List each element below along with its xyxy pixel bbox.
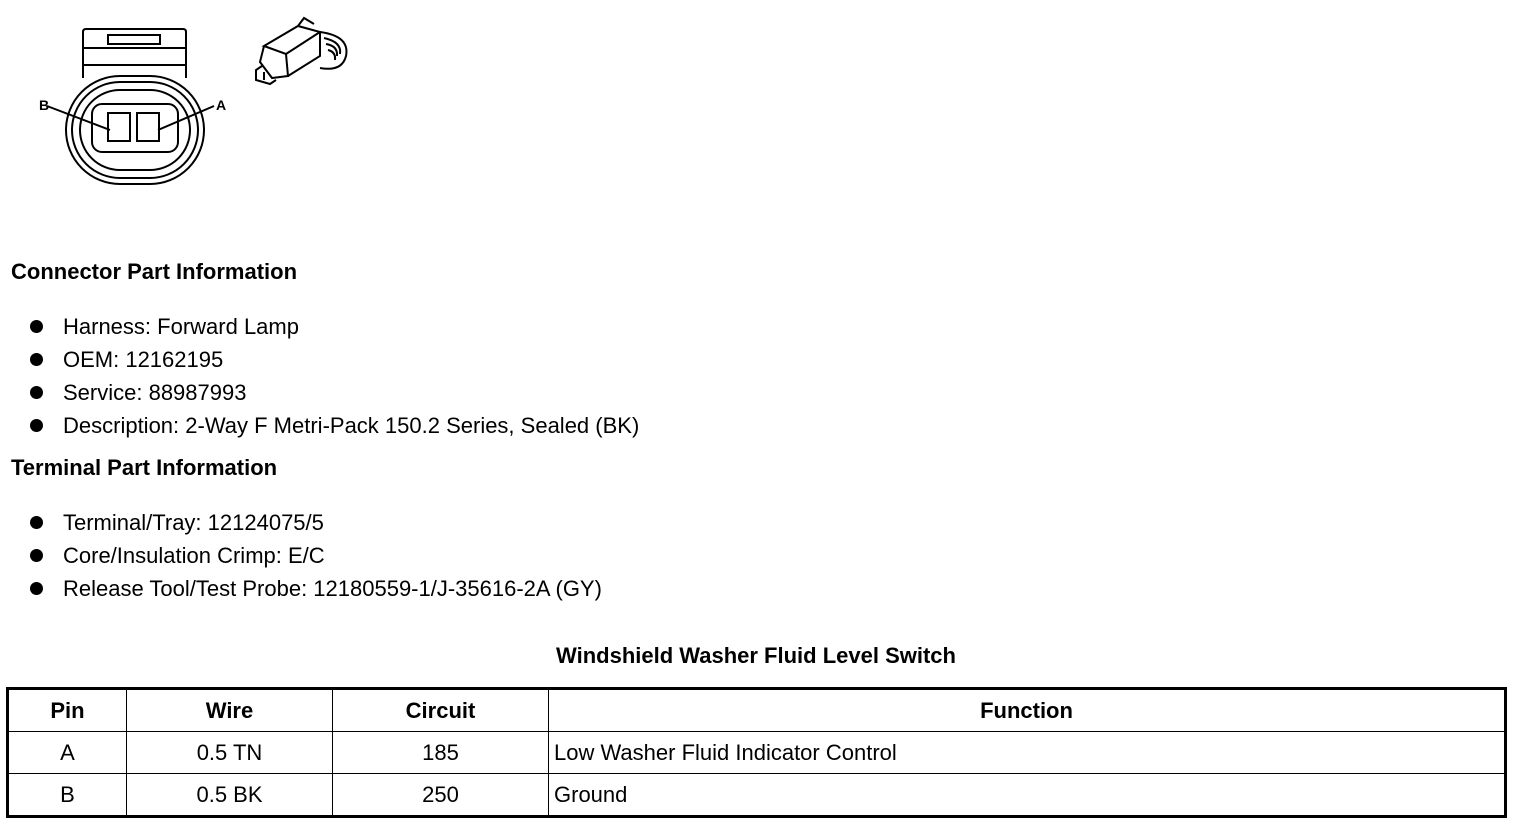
circuit-cell: 250 (333, 774, 549, 817)
list-item: Harness: Forward Lamp (28, 310, 639, 343)
terminal-part-info-list (28, 506, 602, 605)
bullet-icon (30, 516, 43, 529)
column-header-pin: Pin (8, 689, 127, 732)
wire-cell: 0.5 BK (127, 774, 333, 817)
pinout-table (6, 687, 1507, 818)
bullet-icon (30, 353, 43, 366)
pin-b-callout: B (39, 97, 50, 113)
function-cell: Low Washer Fluid Indicator Control (549, 732, 1506, 774)
table-header-row (8, 689, 1506, 732)
function-cell: Ground (549, 774, 1506, 817)
pin-a-callout: A (216, 97, 227, 113)
list-item: Release Tool/Test Probe: 12180559-1/J-35616-2A (GY) (28, 572, 602, 605)
bullet-icon (30, 582, 43, 595)
bullet-icon (30, 386, 43, 399)
circuit-cell: 185 (333, 732, 549, 774)
list-item: OEM: 12162195 (28, 343, 639, 376)
list-item: Service: 88987993 (28, 376, 639, 409)
column-header-circuit: Circuit (333, 689, 549, 732)
bullet-icon (30, 320, 43, 333)
bullet-icon (30, 419, 43, 432)
table-row (8, 732, 1506, 774)
pin-cell: A (8, 732, 127, 774)
connector-part-info-heading: Connector Part Information (11, 259, 298, 284)
column-header-function: Function (549, 689, 1506, 732)
connector-face-diagram (30, 10, 360, 190)
column-header-wire: Wire (127, 689, 333, 732)
table-row (8, 774, 1506, 817)
table-title: Windshield Washer Fluid Level Switch (556, 643, 956, 668)
connector-part-info-list (28, 310, 639, 442)
bullet-icon (30, 549, 43, 562)
list-item: Core/Insulation Crimp: E/C (28, 539, 602, 572)
pin-cell: B (8, 774, 127, 817)
list-item: Description: 2-Way F Metri-Pack 150.2 Series, Sealed (BK) (28, 409, 639, 442)
terminal-part-info-heading: Terminal Part Information (11, 455, 278, 480)
wire-cell: 0.5 TN (127, 732, 333, 774)
list-item: Terminal/Tray: 12124075/5 (28, 506, 602, 539)
